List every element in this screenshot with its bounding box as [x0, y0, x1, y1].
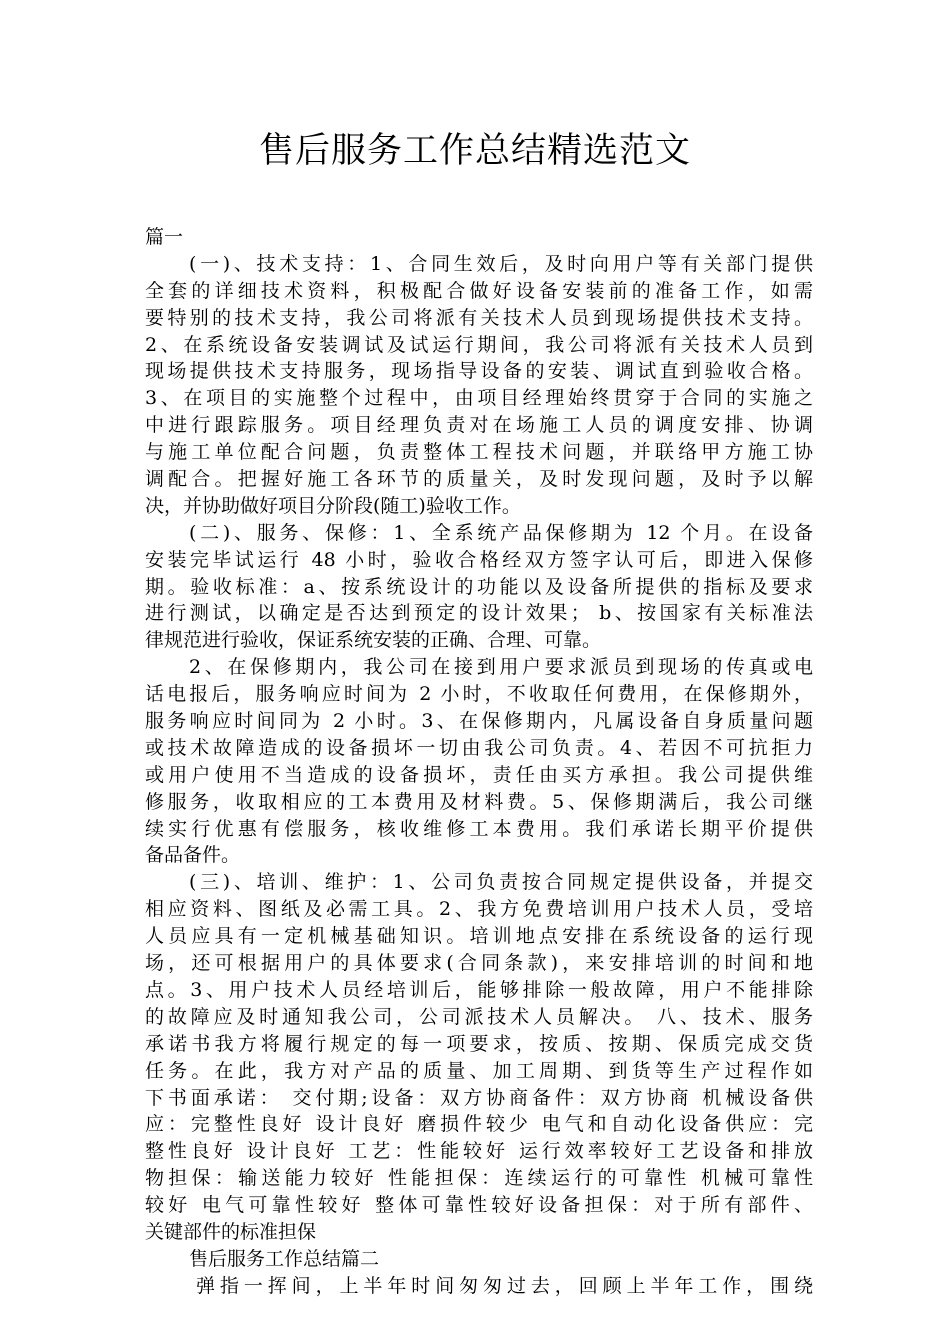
text-line: 决，并协助做好项目分阶段(随工)验收工作。 — [145, 494, 521, 517]
text-line: 售后服务工作总结篇二 — [189, 1247, 380, 1270]
document-body — [145, 224, 813, 1300]
text-line: 任务。在此，我方对产品的质量、加工周期、到货等生产过程作如 — [145, 1059, 813, 1082]
text-line: (二)、服务、保修：1、全系统产品保修期为 12 个月。在设备 — [189, 521, 813, 544]
text-line: 进行测试，以确定是否达到预定的设计效果； b、按国家有关标准法 — [145, 602, 813, 625]
text-line: 承诺书我方将履行规定的每一项要求，按质、按期、保质完成交货 — [145, 1032, 813, 1055]
text-line: 现场提供技术支持服务，现场指导设备的安装、调试直到验收合格。 — [145, 360, 813, 383]
text-line: 相应资料、图纸及必需工具。2、我方免费培训用户技术人员，受培 — [145, 898, 813, 921]
text-line: 话电报后，服务响应时间为 2 小时，不收取任何费用，在保修期外， — [145, 683, 813, 706]
text-line: 的故障应及时通知我公司，公司派技术人员解决。 八、技术、服务 — [145, 1005, 813, 1028]
text-line: 下书面承诺： 交付期;设备：双方协商备件：双方协商 机械设备供 — [145, 1086, 813, 1109]
text-line: 弹指一挥间，上半年时间匆匆过去，回顾上半年工作，围绕 — [196, 1274, 813, 1297]
text-line: 或用户使用不当造成的设备损坏，责任由买方承担。我公司提供维 — [145, 763, 813, 786]
text-line: 律规范进行验收，保证系统安装的正确、合理、可靠。 — [145, 629, 602, 652]
text-line: 备品备件。 — [145, 844, 241, 867]
text-line: 续实行优惠有偿服务，核收维修工本费用。我们承诺长期平价提供 — [145, 817, 813, 840]
text-line: 要特别的技术支持，我公司将派有关技术人员到现场提供技术支持。 — [145, 306, 813, 329]
text-line: 期。验收标准：a、按系统设计的功能以及设备所提供的指标及要求 — [145, 575, 813, 598]
text-line: (三)、培训、维护：1、公司负责按合同规定提供设备，并提交 — [189, 871, 813, 894]
text-line: 与施工单位配合问题，负责整体工程技术问题，并联络甲方施工协 — [145, 441, 813, 464]
text-line: 场，还可根据用户的具体要求(合同条款)，来安排培训的时间和地 — [145, 952, 813, 975]
text-line: 或技术故障造成的设备损坏一切由我公司负责。4、若因不可抗拒力 — [145, 736, 813, 759]
text-line: 物担保：输送能力较好 性能担保：连续运行的可靠性 机械可靠性 — [145, 1167, 813, 1190]
text-line: 2、在系统设备安装调试及试运行期间，我公司将派有关技术人员到 — [145, 333, 813, 356]
text-line: 修服务，收取相应的工本费用及材料费。5、保修期满后，我公司继 — [145, 790, 813, 813]
text-line: 较好 电气可靠性较好 整体可靠性较好设备担保：对于所有部件、 — [145, 1194, 813, 1217]
text-line: 安装完毕试运行 48 小时，验收合格经双方签字认可后，即进入保修 — [145, 548, 813, 571]
text-line: 整性良好 设计良好 工艺：性能较好 运行效率较好工艺设备和排放 — [145, 1140, 813, 1163]
text-line: 中进行跟踪服务。项目经理负责对在场施工人员的调度安排、协调 — [145, 414, 813, 437]
text-line: 3、在项目的实施整个过程中，由项目经理始终贯穿于合同的实施之 — [145, 387, 813, 410]
text-line: 服务响应时间同为 2 小时。3、在保修期内，凡属设备自身质量问题 — [145, 710, 813, 733]
text-line: 调配合。把握好施工各环节的质量关，及时发现问题，及时予以解 — [145, 468, 813, 491]
text-line: 全套的详细技术资料，积极配合做好设备安装前的准备工作，如需 — [145, 279, 813, 302]
text-line: 关键部件的标准担保 — [145, 1220, 317, 1243]
text-line: 人员应具有一定机械基础知识。培训地点安排在系统设备的运行现 — [145, 925, 813, 948]
text-line: 2、在保修期内，我公司在接到用户要求派员到现场的传真或电 — [189, 656, 813, 679]
text-line: 应：完整性良好 设计良好 磨损件较少 电气和自动化设备供应：完 — [145, 1113, 813, 1136]
text-line: 篇一 — [145, 226, 184, 248]
document-title: 售后服务工作总结精选范文 — [258, 131, 691, 171]
text-line: 点。3、用户技术人员经培训后，能够排除一般故障，用户不能排除 — [145, 978, 813, 1001]
text-line: (一)、技术支持：1、合同生效后，及时向用户等有关部门提供 — [189, 252, 813, 275]
